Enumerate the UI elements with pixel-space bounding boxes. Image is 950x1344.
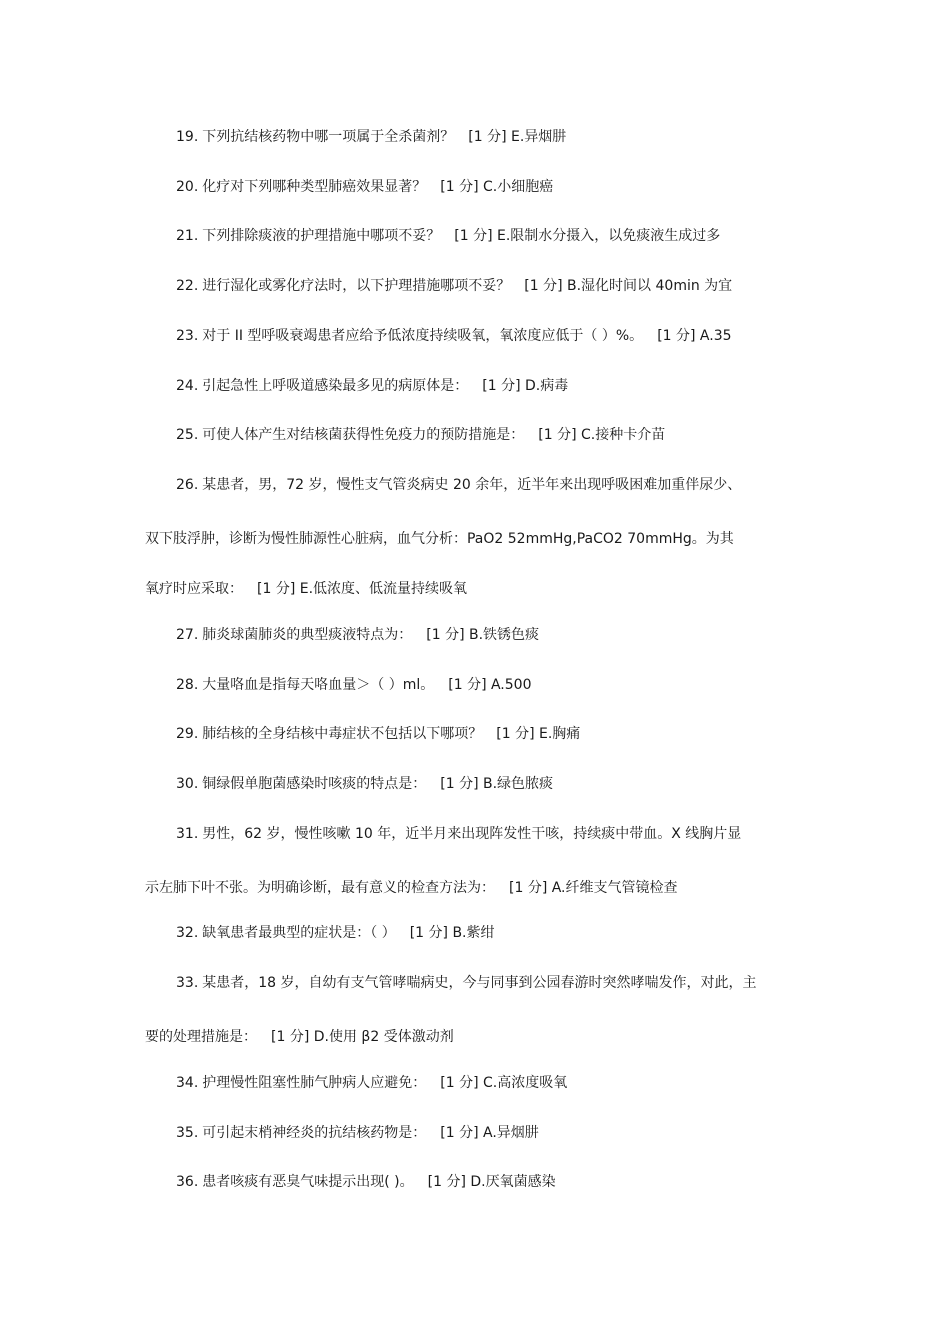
question-number: 23.: [176, 328, 199, 344]
answer: [1 分] C.接种卡介苗: [538, 427, 666, 443]
question-number: 33.: [176, 975, 199, 991]
question-text: 护理慢性阻塞性肺气肿病人应避免：: [202, 1075, 427, 1091]
question-text: 肺炎球菌肺炎的典型痰液特点为：: [202, 627, 413, 643]
answer: [1 分] A.35: [657, 328, 732, 344]
question-text-continued: 要的处理措施是：: [145, 1029, 257, 1045]
question-number: 25.: [176, 427, 199, 443]
answer: [1 分] E.异烟肼: [468, 129, 567, 145]
question-36: [145, 1175, 810, 1189]
answer: [1 分] B.紫绀: [409, 925, 495, 941]
question-text: 大量咯血是指每天咯血量＞（ ）ml。: [202, 677, 435, 693]
question-number: 27.: [176, 627, 199, 643]
question-24: [145, 379, 810, 393]
answer: [1 分] B.湿化时间以 40min 为宜: [524, 278, 733, 294]
question-number: 35.: [176, 1125, 199, 1141]
question-number: 19.: [176, 129, 199, 145]
question-text-continued: 示左肺下叶不张。为明确诊断，最有意义的检查方法为：: [145, 880, 495, 896]
question-text: 引起急性上呼吸道感染最多见的病原体是：: [202, 378, 469, 394]
question-number: 22.: [176, 278, 199, 294]
question-text: 下列抗结核药物中哪一项属于全杀菌剂？: [202, 129, 455, 145]
question-number: 31.: [176, 826, 199, 842]
question-text: 缺氧患者最典型的症状是：（ ）: [202, 925, 396, 941]
question-text: 某患者，男，72 岁，慢性支气管炎病史 20 余年，近半年来出现呼吸困难加重伴尿少、: [202, 477, 742, 493]
question-21: [145, 229, 810, 243]
answer: [1 分] E.胸痛: [496, 726, 581, 742]
question-28: [145, 678, 810, 692]
answer: [1 分] A.异烟肼: [440, 1125, 539, 1141]
question-31: [145, 827, 810, 895]
question-text: 化疗对下列哪种类型肺癌效果显著？: [202, 179, 427, 195]
question-text: 男性，62 岁，慢性咳嗽 10 年，近半月来出现阵发性干咳，持续痰中带血。X 线胸片显: [202, 826, 742, 842]
question-text: 患者咳痰有恶臭气味提示出现( )。: [202, 1174, 414, 1190]
question-number: 28.: [176, 677, 199, 693]
answer: [1 分] A.500: [448, 677, 532, 693]
question-text: 进行湿化或雾化疗法时，以下护理措施哪项不妥？: [202, 278, 511, 294]
question-text: 铜绿假单胞菌感染时咳痰的特点是：: [202, 776, 427, 792]
answer: [1 分] A.纤维支气管镜检查: [509, 880, 678, 896]
question-number: 26.: [176, 477, 199, 493]
question-number: 24.: [176, 378, 199, 394]
question-34: [145, 1076, 810, 1090]
answer: [1 分] D.病毒: [482, 378, 569, 394]
answer: [1 分] D.使用 β2 受体激动剂: [271, 1029, 454, 1045]
answer: [1 分] B.铁锈色痰: [426, 627, 540, 643]
question-29: [145, 727, 810, 741]
answer: [1 分] E.限制水分摄入，以免痰液生成过多: [454, 228, 721, 244]
question-text: 可引起末梢神经炎的抗结核药物是：: [202, 1125, 427, 1141]
question-32: [145, 926, 810, 940]
question-number: 20.: [176, 179, 199, 195]
question-19: [145, 130, 810, 144]
answer: [1 分] B.绿色脓痰: [440, 776, 554, 792]
question-text-continued: 氧疗时应采取：: [145, 581, 243, 597]
question-33: [145, 976, 810, 1044]
question-number: 34.: [176, 1075, 199, 1091]
question-27: [145, 628, 810, 642]
question-35: [145, 1126, 810, 1140]
question-25: [145, 428, 810, 442]
question-22: [145, 279, 810, 293]
answer: [1 分] D.厌氧菌感染: [427, 1174, 556, 1190]
question-26: [145, 478, 810, 596]
question-text: 下列排除痰液的护理措施中哪项不妥？: [202, 228, 441, 244]
question-30: [145, 777, 810, 791]
question-number: 36.: [176, 1174, 199, 1190]
answer: [1 分] E.低浓度、低流量持续吸氧: [257, 581, 468, 597]
question-text: 对于 II 型呼吸衰竭患者应给予低浓度持续吸氧，氧浓度应低于（ ）%。: [202, 328, 644, 344]
question-number: 21.: [176, 228, 199, 244]
question-text: 肺结核的全身结核中毒症状不包括以下哪项？: [202, 726, 483, 742]
question-text-continued: 双下肢浮肿，诊断为慢性肺源性心脏病，血气分析：PaO2 52mmHg,PaCO2 70mmHg。为其: [145, 531, 734, 547]
answer: [1 分] C.小细胞癌: [440, 179, 554, 195]
answer: [1 分] C.高浓度吸氧: [440, 1075, 568, 1091]
question-text: 某患者，18 岁，自幼有支气管哮喘病史，今与同事到公园春游时突然哮喘发作，对此，主: [202, 975, 757, 991]
question-text: 可使人体产生对结核菌获得性免疫力的预防措施是：: [202, 427, 525, 443]
question-number: 32.: [176, 925, 199, 941]
question-20: [145, 180, 810, 194]
question-number: 30.: [176, 776, 199, 792]
question-number: 29.: [176, 726, 199, 742]
question-23: [145, 329, 810, 343]
